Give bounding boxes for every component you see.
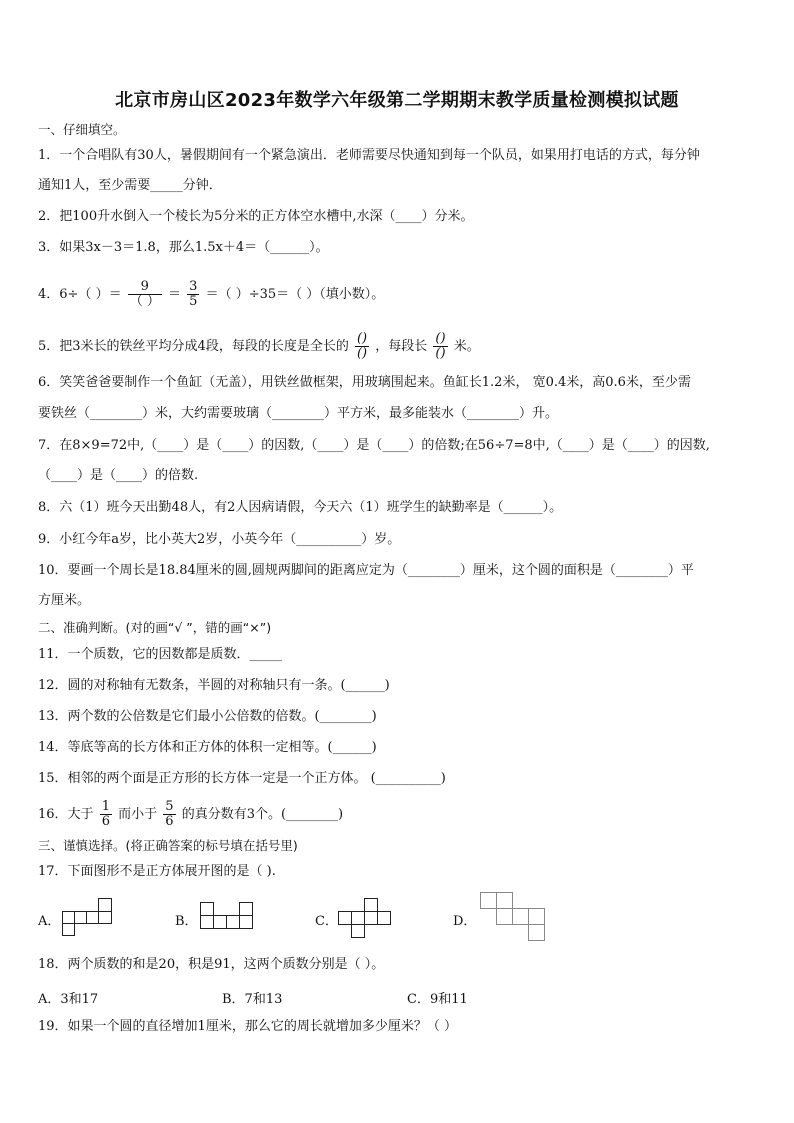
question-7-line-2: （____）是（____）的倍数. — [38, 468, 199, 483]
q5-prefix: 5．把3米长的铁丝平均分成4段，每段的长度是全长的 — [38, 339, 349, 354]
q17-option-a-label: A． — [38, 914, 61, 929]
question-1-line-2: 通知1人，至少需要_____分钟． — [38, 178, 222, 193]
q16-middle: 而小于 — [118, 807, 158, 822]
q16-fraction-2 — [163, 800, 175, 829]
question-5 — [38, 330, 758, 364]
section-heading-3: 三、谨慎选择。(将正确答案的标号填在括号里) — [38, 838, 298, 853]
question-15: 15．相邻的两个面是正方形的长方体一定是一个正方体。 (__________) — [38, 771, 446, 786]
q5-blank-numerator-2: () — [435, 331, 446, 346]
q17-option-b-net-figure — [200, 902, 256, 932]
question-11: 11．一个质数，它的因数都是质数．_____ — [38, 647, 283, 662]
q17-option-c-net-figure — [338, 898, 394, 940]
question-1-line-1: 1．一个合唱队有30人，暑假期间有一个紧急演出．老师需要尽快通知到每一个队员，如果用打电话的方式，每分钟 — [38, 148, 700, 163]
q18-option-b: B．7和13 — [222, 992, 283, 1007]
q4-prefix: 4．6÷（ ）＝ — [38, 287, 122, 302]
q18-option-a: A．3和17 — [38, 992, 99, 1007]
q16-fraction-1-numerator: 1 — [101, 799, 110, 814]
q17-option-a-net-figure — [62, 898, 116, 938]
q17-options — [38, 892, 758, 952]
q17-option-b-label: B． — [175, 914, 198, 929]
q16-prefix: 16．大于 — [38, 807, 94, 822]
q4-fraction-2-numerator: 3 — [189, 279, 198, 294]
question-6-line-1: 6．笑笑爸爸要制作一个鱼缸（无盖），用铁丝做框架，用玻璃围起来。鱼缸长1.2米， 宽0.4米，高0.6米，至少需 — [38, 375, 691, 390]
question-3: 3．如果3x－3＝1.8，那么1.5x＋4＝（______）。 — [38, 240, 329, 255]
q5-middle: ，每段长 — [375, 339, 428, 354]
question-18: 18．两个质数的和是20，积是91，这两个质数分别是（ ）。 — [38, 957, 385, 972]
question-2: 2．把100升水倒入一个棱长为5分米的正方体空水槽中,水深（____）分米。 — [38, 209, 474, 224]
q4-fraction-2 — [187, 280, 199, 309]
q16-fraction-2-denominator: 6 — [165, 814, 174, 829]
q16-fraction-1 — [100, 800, 112, 829]
q17-option-d-net-figure — [480, 892, 548, 946]
question-8: 8．六（1）班今天出勤48人，有2人因病请假，今天六（1）班学生的缺勤率是（______）。 — [38, 500, 563, 515]
question-19: 19．如果一个圆的直径增加1厘米，那么它的周长就增加多少厘米？（ ） — [38, 1019, 457, 1034]
q4-fraction-1-numerator: 9 — [128, 280, 162, 295]
question-17: 17．下面图形不是正方体展开图的是（ ). — [38, 864, 276, 879]
q16-fraction-2-numerator: 5 — [165, 799, 174, 814]
q5-blank-denominator-2: () — [435, 346, 446, 361]
q4-equals: ＝ — [168, 287, 182, 302]
question-7-line-1: 7．在8×9=72中,（____）是（____）的因数,（____）是（____）的倍数;在56÷7=8中,（____）是（____）的因数, — [38, 438, 710, 453]
question-13: 13．两个数的公倍数是它们最小公倍数的倍数。(________) — [38, 709, 377, 724]
q16-fraction-1-denominator: 6 — [101, 814, 110, 829]
page-title: 北京市房山区2023年数学六年级第二学期期末教学质量检测模拟试题 — [115, 90, 679, 111]
q4-suffix: ＝（ ）÷35＝（ ）（填小数）。 — [205, 287, 385, 302]
q18-option-c: C．9和11 — [407, 992, 468, 1007]
q4-fraction-2-denominator: 5 — [189, 294, 198, 309]
question-9: 9．小红今年a岁，比小英大2岁，小英今年（__________）岁。 — [38, 532, 401, 547]
q17-option-d-label: D． — [453, 914, 477, 929]
q5-fraction-blank-1 — [355, 332, 369, 361]
question-12: 12．圆的对称轴有无数条，半圆的对称轴只有一条。(______) — [38, 678, 390, 693]
q5-blank-denominator-1: () — [356, 346, 368, 361]
q16-suffix: 的真分数有3个。(________) — [181, 807, 344, 822]
question-10-line-1: 10．要画一个周长是18.84厘米的圆,圆规两脚间的距离应定为（________）厘米，这个圆的面积是（________）平 — [38, 563, 694, 578]
section-heading-1: 一、仔细填空。 — [38, 122, 126, 137]
question-6-line-2: 要铁丝（________）米，大约需要玻璃（________）平方米，最多能装水（________）升。 — [38, 406, 559, 421]
question-4 — [38, 280, 758, 310]
q5-blank-numerator-1: () — [356, 331, 368, 346]
q5-suffix: 米。 — [453, 339, 480, 354]
q17-option-c-label: C． — [315, 914, 338, 929]
question-14: 14．等底等高的长方体和正方体的体积一定相等。(______) — [38, 740, 377, 755]
q5-fraction-blank-2 — [433, 332, 447, 361]
section-heading-2: 二、准确判断。(对的画“√ ”，错的画“×”) — [38, 620, 272, 635]
q4-fraction-1 — [128, 280, 162, 309]
question-16 — [38, 800, 758, 830]
q4-fraction-1-denominator: （ ） — [129, 294, 160, 309]
question-10-line-2: 方厘米。 — [38, 593, 91, 608]
